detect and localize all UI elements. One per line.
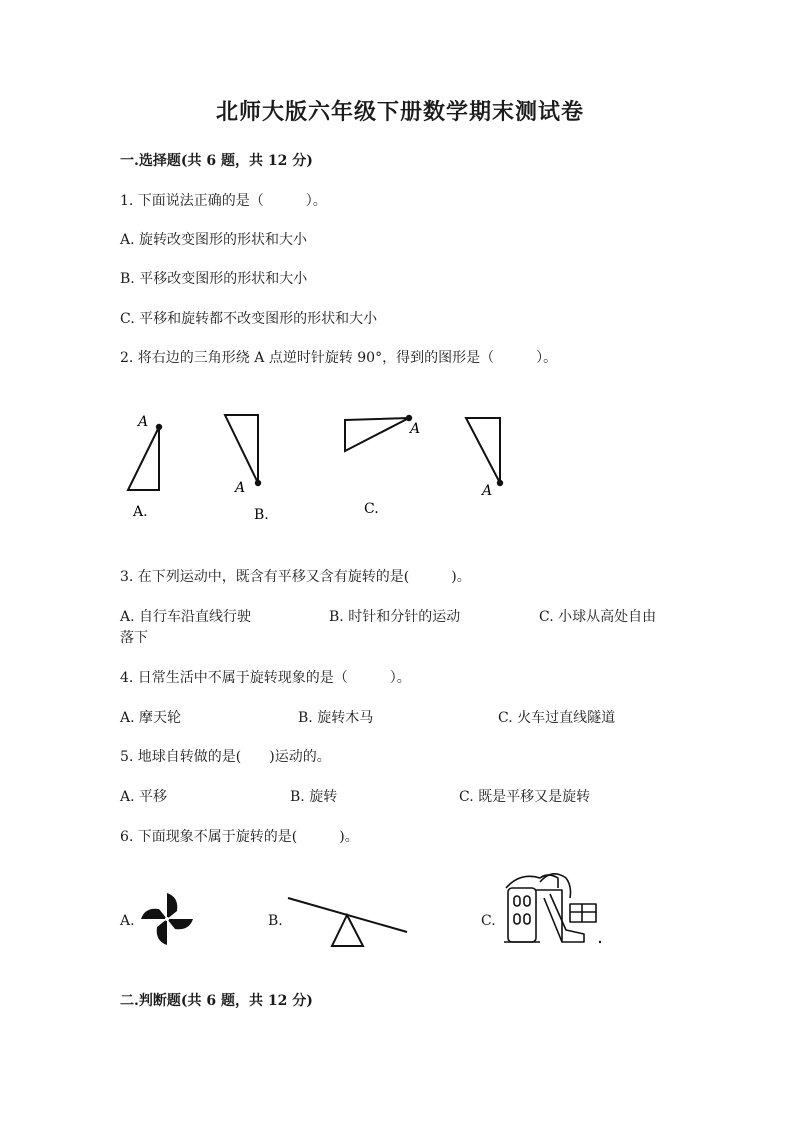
question-3-option-b: B. 时针和分针的运动 xyxy=(329,609,461,625)
question-6-stem: 6. 下面现象不属于旋转的是( )。 xyxy=(120,829,359,845)
option-c-triangle xyxy=(466,418,503,499)
question-3-option-a: A. 自行车沿直线行驶 xyxy=(120,609,252,625)
figure-choice-label-a: A. xyxy=(133,504,148,520)
question-1-option-b: B. 平移改变图形的形状和大小 xyxy=(120,271,308,287)
question-4-option-a: A. 摩天轮 xyxy=(120,710,182,726)
figure-choice-label-b: B. xyxy=(254,507,269,523)
question-1-option-c: C. 平移和旋转都不改变图形的形状和大小 xyxy=(120,311,378,327)
question-6-label-c: C. xyxy=(481,913,496,929)
question-3-stem: 3. 在下列运动中，既含有平移又含有旋转的是( )。 xyxy=(120,569,471,585)
point-a-label: A xyxy=(138,414,149,430)
page-title: 北师大版六年级下册数学期末测试卷 xyxy=(215,99,584,125)
question-5-stem: 5. 地球自转做的是( )运动的。 xyxy=(120,749,331,765)
question-4-option-c: C. 火车过直线隧道 xyxy=(498,710,616,726)
question-5-option-b: B. 旋转 xyxy=(290,789,338,805)
svg-text:A: A xyxy=(235,480,246,496)
original-triangle xyxy=(128,414,162,490)
question-1-option-a: A. 旋转改变图形的形状和大小 xyxy=(120,232,308,248)
question-6-label-a: A. xyxy=(120,913,135,929)
question-3-option-wrap: 落下 xyxy=(120,630,148,646)
question-4-option-b: B. 旋转木马 xyxy=(298,710,374,726)
section-1-heading: 一.选择题(共 6 题，共 12 分) xyxy=(120,153,313,169)
question-6-label-b: B. xyxy=(268,913,283,929)
option-b-triangle xyxy=(345,415,420,451)
question-5-option-a: A. 平移 xyxy=(120,789,168,805)
question-1-stem: 1. 下面说法正确的是（ ）。 xyxy=(120,193,327,209)
figure-choice-label-c: C. xyxy=(364,501,379,517)
option-a-triangle xyxy=(225,415,261,496)
seesaw-icon xyxy=(285,890,415,952)
question-4-stem: 4. 日常生活中不属于旋转现象的是（ ）。 xyxy=(120,670,411,686)
section-2-heading: 二.判断题(共 6 题，共 12 分) xyxy=(120,993,313,1009)
pinwheel-icon xyxy=(138,890,196,948)
question-3-option-c: C. 小球从高处自由 xyxy=(539,609,657,625)
question-5-option-c: C. 既是平移又是旋转 xyxy=(459,789,591,805)
question-2-stem: 2. 将右边的三角形绕 A 点逆时针旋转 90°，得到的图形是（ ）。 xyxy=(120,350,558,366)
svg-text:A: A xyxy=(482,483,493,499)
svg-text:A: A xyxy=(410,421,421,437)
question-2-figures xyxy=(0,400,800,530)
slide-icon xyxy=(500,868,610,950)
